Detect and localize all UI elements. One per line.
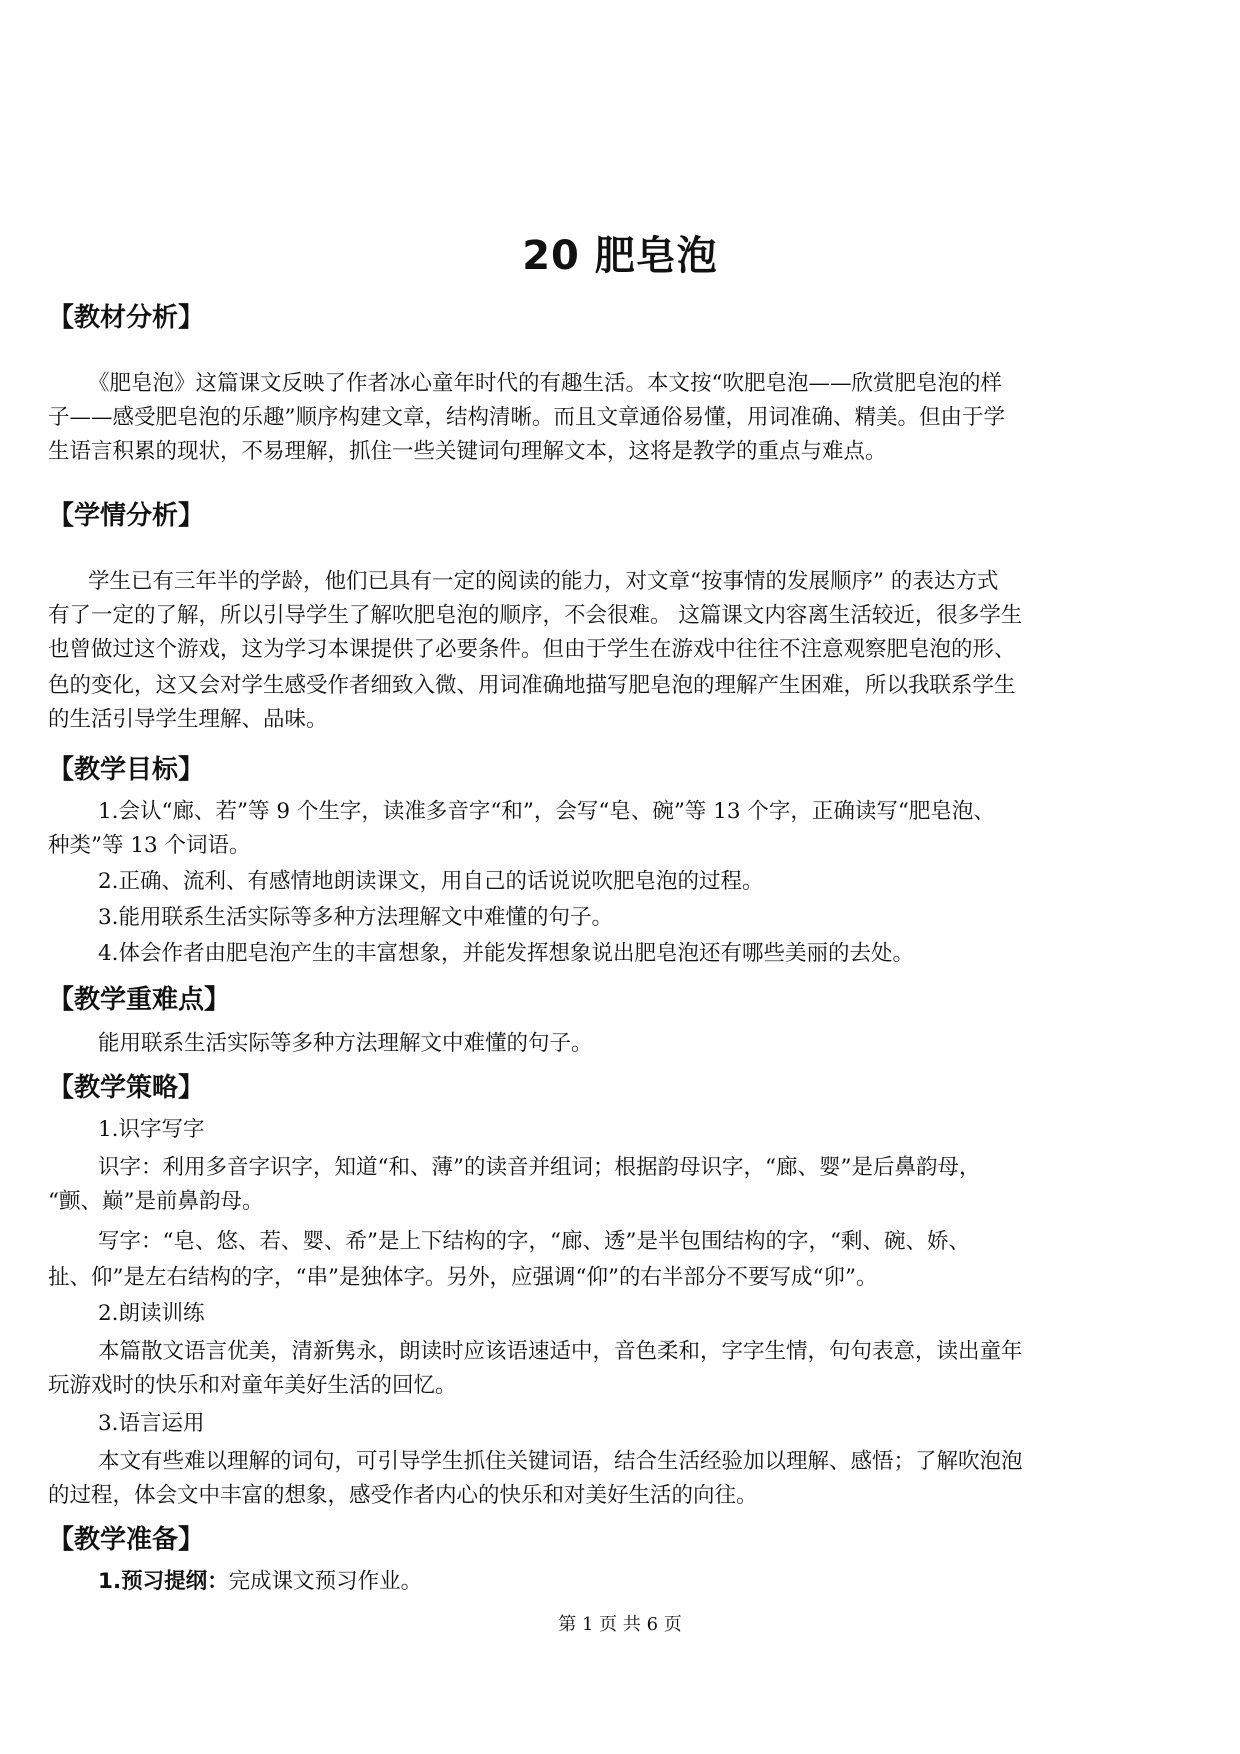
paragraph-line: 色的变化，这又会对学生感受作者细致入微、用词准确地描写肥皂泡的理解产生困难，所以我联系学生 <box>48 673 1016 698</box>
heading-student-analysis: 【学情分析】 <box>48 501 205 531</box>
strategy-subheading: 3.语言运用 <box>98 1411 205 1436</box>
paragraph-line: 本篇散文语言优美，清新隽永，朗读时应该语速适中，音色柔和，字字生情，句句表意，读出童年 <box>98 1339 1023 1364</box>
paragraph-line: 的过程，体会文中丰富的想象，感受作者内心的快乐和对美好生活的向往。 <box>48 1483 758 1508</box>
heading-teaching-goals: 【教学目标】 <box>48 755 205 785</box>
heading-teaching-preparation: 【教学准备】 <box>48 1525 205 1555</box>
goal-item-continued: 种类”等 13 个词语。 <box>48 833 251 858</box>
prep-item-label: 1.预习提纲： <box>98 1569 229 1594</box>
paragraph-line: 本文有些难以理解的词句，可引导学生抓住关键词语，结合生活经验加以理解、感悟；了解吹泡泡 <box>98 1449 1023 1474</box>
paragraph-line: 能用联系生活实际等多种方法理解文中难懂的句子。 <box>98 1031 593 1056</box>
strategy-subheading: 2.朗读训练 <box>98 1301 205 1326</box>
page-footer: 第 1 页 共 6 页 <box>558 1614 682 1635</box>
heading-material-analysis: 【教材分析】 <box>48 303 205 333</box>
goal-item: 4.体会作者由肥皂泡产生的丰富想象，并能发挥想象说出肥皂泡还有哪些美丽的去处。 <box>98 941 915 966</box>
paragraph-line: 玩游戏时的快乐和对童年美好生活的回忆。 <box>48 1373 457 1398</box>
document-title: 20 肥皂泡 <box>522 233 718 279</box>
heading-teaching-strategy: 【教学策略】 <box>48 1073 205 1103</box>
heading-key-difficulties: 【教学重难点】 <box>48 985 231 1015</box>
paragraph-line: 学生已有三年半的学龄，他们已具有一定的阅读的能力，对文章“按事情的发展顺序” 的表达方式 <box>88 569 999 594</box>
paragraph-line: “颤、巅”是前鼻韵母。 <box>48 1189 264 1214</box>
paragraph-line: 写字：“皂、悠、若、婴、希”是上下结构的字，“廊、透”是半包围结构的字，“剩、碗、娇、 <box>98 1229 970 1254</box>
goal-item: 1.会认“廊、若”等 9 个生字，读准多音字“和”，会写“皂、碗”等 13 个字，正确读写“肥皂泡、 <box>98 799 995 824</box>
paragraph-line: 的生活引导学生理解、品味。 <box>48 707 328 732</box>
strategy-subheading: 1.识字写字 <box>98 1117 205 1142</box>
goal-item: 3.能用联系生活实际等多种方法理解文中难懂的句子。 <box>98 905 614 930</box>
paragraph-line: 生语言积累的现状，不易理解，抓住一些关键词句理解文本，这将是教学的重点与难点。 <box>48 439 887 464</box>
paragraph-line: 也曾做过这个游戏，这为学习本课提供了必要条件。但由于学生在游戏中往往不注意观察肥皂泡的形、 <box>48 637 1016 662</box>
paragraph-line: 有了一定的了解，所以引导学生了解吹肥皂泡的顺序，不会很难。 这篇课文内容离生活较近，很多学生 <box>48 603 1023 628</box>
paragraph-line: 扯、仰”是左右结构的字，“串”是独体字。另外，应强调“仰”的右半部分不要写成“卯”。 <box>48 1265 878 1290</box>
paragraph-line: 子——感受肥皂泡的乐趣”顺序构建文章，结构清晰。而且文章通俗易懂，用词准确、精美。但由于学 <box>48 405 1005 430</box>
prep-item <box>98 1566 422 1598</box>
paragraph-line: 识字：利用多音字识字，知道“和、薄”的读音并组词；根据韵母识字，“廊、婴”是后鼻韵母， <box>98 1155 981 1180</box>
prep-item-text: 完成课文预习作业。 <box>228 1569 423 1594</box>
goal-item: 2.正确、流利、有感情地朗读课文，用自己的话说说吹肥皂泡的过程。 <box>98 869 764 894</box>
paragraph-line: 《肥皂泡》这篇课文反映了作者冰心童年时代的有趣生活。本文按“吹肥皂泡——欣赏肥皂泡的样 <box>88 371 1002 396</box>
